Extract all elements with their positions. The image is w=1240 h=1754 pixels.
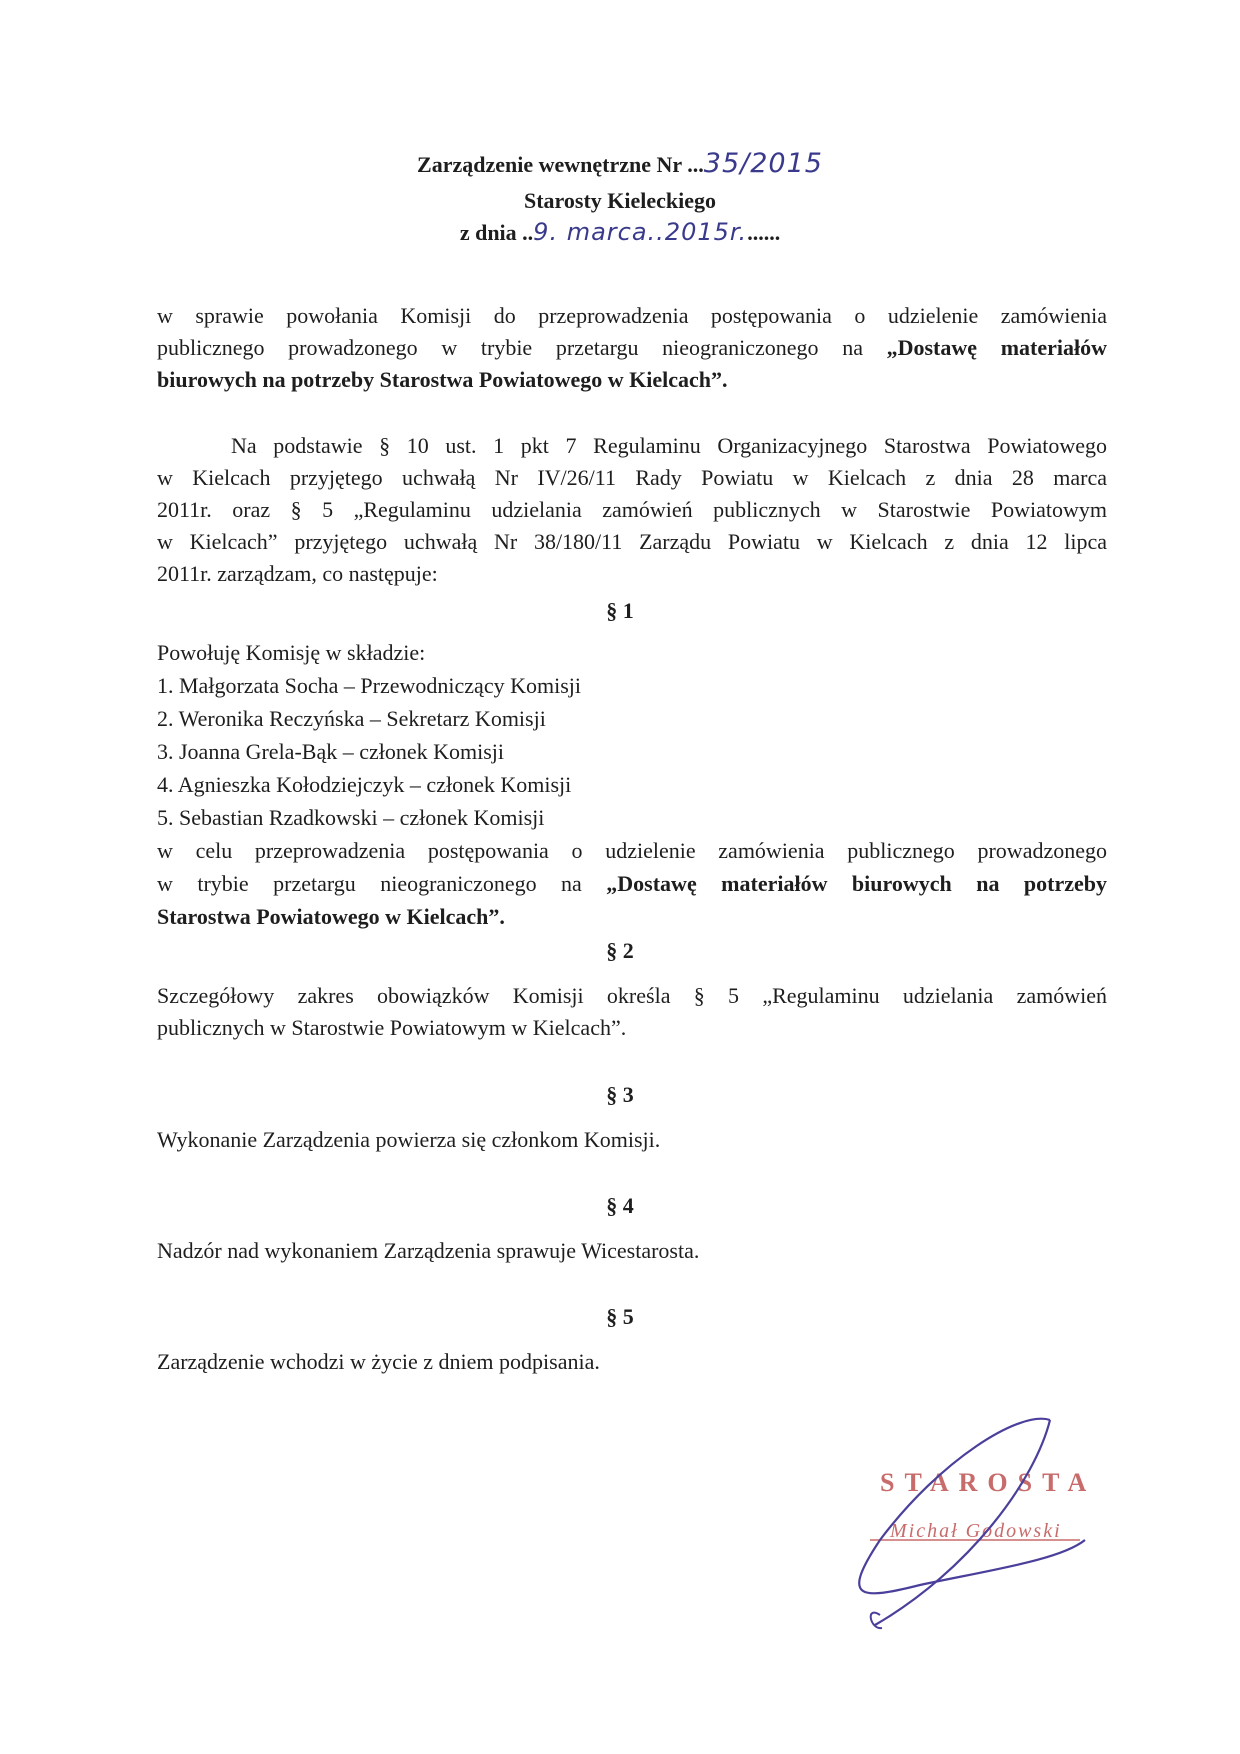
legal-basis-paragraph bbox=[157, 430, 1107, 590]
basis-line-2: w Kielcach przyjętego uchwałą Nr IV/26/11 Rady Powiatu w Kielcach z dnia 28 marca bbox=[157, 465, 1107, 490]
date-suffix: ...... bbox=[747, 220, 781, 245]
purpose-line-2-plain: w trybie przetargu nieograniczonego na bbox=[157, 871, 607, 896]
section-2-heading: § 2 bbox=[606, 938, 634, 963]
section-5-heading: § 5 bbox=[606, 1304, 634, 1329]
title-prefix: Zarządzenie wewnętrzne Nr ... bbox=[417, 152, 704, 177]
basis-line-5: 2011r. zarządzam, co następuje: bbox=[157, 561, 438, 586]
section-1-body bbox=[157, 636, 1107, 933]
subject-line-3: biurowych na potrzeby Starostwa Powiatowego w Kielcach”. bbox=[157, 367, 728, 392]
stamp-title: STAROSTA bbox=[880, 1468, 1097, 1497]
subject-line-1: w sprawie powołania Komisji do przeprowadzenia postępowania o udzielenie zamówienia bbox=[157, 303, 1107, 328]
handwritten-number: 35/2015 bbox=[703, 148, 823, 179]
member-item: 2. Weronika Reczyńska – Sekretarz Komisji bbox=[157, 706, 546, 731]
handwritten-date: 9. marca..2015r. bbox=[533, 218, 748, 246]
basis-line-1: Na podstawie § 10 ust. 1 pkt 7 Regulaminu Organizacyjnego Starostwa Powiatowego bbox=[231, 433, 1107, 458]
subject-line-2-bold: „Dostawę materiałów bbox=[886, 335, 1107, 360]
purpose-line-2-bold: „Dostawę materiałów biurowych na potrzeby bbox=[606, 871, 1107, 896]
member-item: 3. Joanna Grela-Bąk – członek Komisji bbox=[157, 739, 505, 764]
stamp-name: Michał Godowski bbox=[890, 1520, 1062, 1542]
member-item: 4. Agnieszka Kołodziejczyk – członek Komisji bbox=[157, 772, 572, 797]
signature-graphic bbox=[820, 1400, 1140, 1630]
subject-paragraph bbox=[157, 300, 1107, 396]
title-line bbox=[0, 148, 1240, 179]
basis-line-3: 2011r. oraz § 5 „Regulaminu udzielania zamówień publicznych w Starostwie Powiatowym bbox=[157, 497, 1107, 522]
section-4-text: Nadzór nad wykonaniem Zarządzenia sprawuje Wicestarosta. bbox=[157, 1238, 700, 1263]
section-5-text: Zarządzenie wchodzi w życie z dniem podpisania. bbox=[157, 1349, 600, 1374]
subject-line-2 bbox=[157, 332, 1107, 364]
issuer-line: Starosty Kieleckiego bbox=[523, 188, 717, 213]
purpose-line-3: Starostwa Powiatowego w Kielcach”. bbox=[157, 904, 505, 929]
section-2-line-1: Szczegółowy zakres obowiązków Komisji określa § 5 „Regulaminu udzielania zamówień bbox=[157, 983, 1107, 1008]
purpose-line-1: w celu przeprowadzenia postępowania o udzielenie zamówienia publicznego prowadzonego bbox=[157, 838, 1107, 863]
member-item: 5. Sebastian Rzadkowski – członek Komisji bbox=[157, 805, 545, 830]
date-prefix: z dnia .. bbox=[459, 220, 534, 245]
subject-line-2-plain: publicznego prowadzonego w trybie przetargu nieograniczonego na bbox=[157, 335, 887, 360]
section-1-heading: § 1 bbox=[606, 598, 634, 623]
section-2-line-2: publicznych w Starostwie Powiatowym w Kielcach”. bbox=[157, 1015, 627, 1040]
section-2-body bbox=[157, 980, 1107, 1044]
member-item: 1. Małgorzata Socha – Przewodniczący Komisji bbox=[157, 673, 581, 698]
basis-line-4: w Kielcach” przyjętego uchwałą Nr 38/180/11 Zarządu Powiatu w Kielcach z dnia 12 lipca bbox=[157, 529, 1107, 554]
section-3-text: Wykonanie Zarządzenia powierza się członkom Komisji. bbox=[157, 1127, 661, 1152]
section-3-heading: § 3 bbox=[606, 1082, 634, 1107]
section-4-heading: § 4 bbox=[606, 1193, 634, 1218]
date-line bbox=[0, 218, 1240, 246]
section-1-intro: Powołuję Komisję w składzie: bbox=[157, 640, 426, 665]
purpose-line-2 bbox=[157, 867, 1107, 900]
